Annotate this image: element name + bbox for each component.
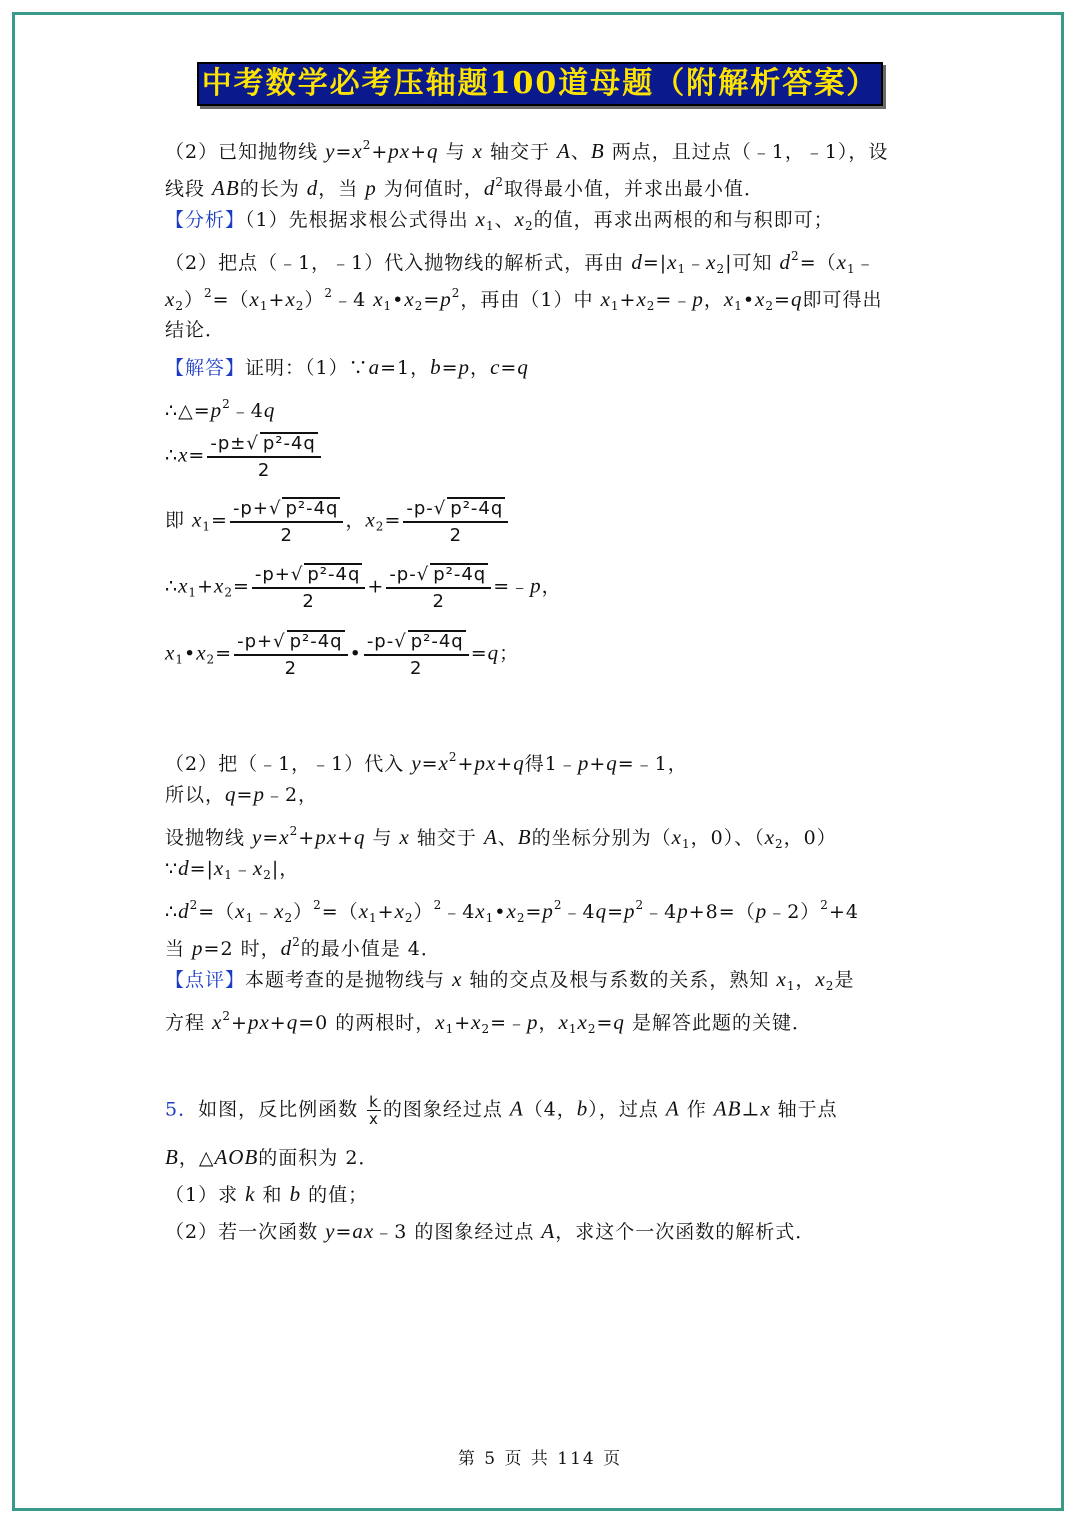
question-5-line-2: B，△AOB的面积为 2． bbox=[165, 1145, 379, 1169]
answer-line-5: $\therefore x_1+x_2=$ $\frac{\text{-p+√ p²-4q}}{2}$ + $\frac{\text{-p-√ p²-4q}}{2}$ =﹣p， bbox=[165, 564, 562, 612]
answer-line-1: 【解答】证明：（1）∵a=1，b=p，c=q bbox=[165, 355, 529, 379]
problem-line-2: 线段 AB的长为 d，当 p 为何值时，$d^2$取得最小值，并求出最小值． bbox=[165, 175, 764, 200]
problem-line-1: （2）已知抛物线 $y=x^2+px+q$ 与 x 轴交于 A、B 两点，且过点（﹣1，﹣1），设 bbox=[165, 138, 889, 163]
answer-line-2: $\therefore\triangle=p^2﹣4q$ bbox=[165, 397, 276, 422]
answer-tag: 【解答】 bbox=[165, 357, 246, 379]
answer-line-4: 即 $x_1=$ $\frac{\text{-p+√ p²-4q}}{2}$ ，$x_2=$ $\frac{\text{-p-√ p²-4q}}{2}$ bbox=[165, 497, 510, 546]
answer-line-12: 当 p=2 时，$d^2$的最小值是 4． bbox=[165, 935, 441, 960]
analysis-tag: 【分析】 bbox=[165, 209, 246, 231]
answer-line-10: $\because d=|x_1﹣x_2|$， bbox=[165, 856, 300, 882]
answer-line-6: $x_1•x_2=$ $\frac{\text{-p+√ p²-4q}}{2}$ • $\frac{\text{-p-√ p²-4q}}{2}$ =q； bbox=[165, 631, 520, 679]
question-number: 5． bbox=[165, 1098, 199, 1121]
answer-line-8: 所以，q=p﹣2， bbox=[165, 782, 319, 806]
analysis-line-1: 【分析】（1）先根据求根公式得出 $x_1$、$x_2$的值，再求出两根的和与积即可； bbox=[165, 207, 834, 233]
question-5-line-1: 5．如图，反比例函数 $\frac{k}{x}$ 的图象经过点 A（4，b），过点 A 作 AB⊥x 轴于点 bbox=[165, 1093, 838, 1128]
question-5-line-3: （1）求 k 和 b 的值； bbox=[165, 1182, 369, 1206]
analysis-line-3: $x_2)^2=(x_1+x_2)^2﹣4$ $x_1•x_2=p^2$，再由（1）中 $x_1+x_2=﹣p$，$x_1•x_2=q$即可得出 bbox=[165, 286, 883, 313]
question-5-line-4: （2）若一次函数 y=ax﹣3 的图象经过点 A，求这个一次函数的解析式． bbox=[165, 1219, 816, 1243]
analysis-line-2: （2）把点（﹣1，﹣1）代入抛物线的解析式，再由 $d=|x_1﹣x_2|$可知 $d^2=(x_1﹣$ bbox=[165, 249, 876, 276]
comment-line-2: 方程 $x^2+px+q=0$ 的两根时，$x_1+x_2=﹣p$，$x_1x_2=q$ 是解答此题的关键． bbox=[165, 1009, 812, 1036]
inverse-function: $\frac{k}{x}$ bbox=[369, 1093, 379, 1128]
root-formula: $\frac{\text{-p±√ p²-4q}}{2}$ bbox=[207, 432, 321, 481]
comment-tag: 【点评】 bbox=[165, 969, 246, 991]
answer-line-11: $\therefore d^2=(x_1﹣x_2)^2=(x_1+x_2)^2﹣4x_1•x_2=p^2﹣4q=p^2﹣4p+8=(p﹣2)^2+4$ bbox=[165, 898, 859, 925]
answer-line-3: ∴x= $\frac{\text{-p±√ p²-4q}}{2}$ bbox=[165, 432, 323, 481]
answer-line-7: （2）把（﹣1，﹣1）代入 $y=x^2+px+q$得1﹣p+q=﹣1， bbox=[165, 750, 688, 775]
comment-line-1: 【点评】本题考查的是抛物线与 x 轴的交点及根与系数的关系，熟知 $x_1$，$x_2$是 bbox=[165, 967, 855, 993]
page-footer: 第 5 页 共 114 页 bbox=[457, 1449, 623, 1469]
analysis-line-4: 结论． bbox=[165, 319, 226, 341]
answer-line-9: 设抛物线 $y=x^2+px+q$ 与 x 轴交于 A、B的坐标分别为（$x_1$，0）、（$x_2$，0） bbox=[165, 824, 837, 851]
page-title: 中考数学必考压轴题100道母题（附解析答案） bbox=[197, 62, 883, 106]
